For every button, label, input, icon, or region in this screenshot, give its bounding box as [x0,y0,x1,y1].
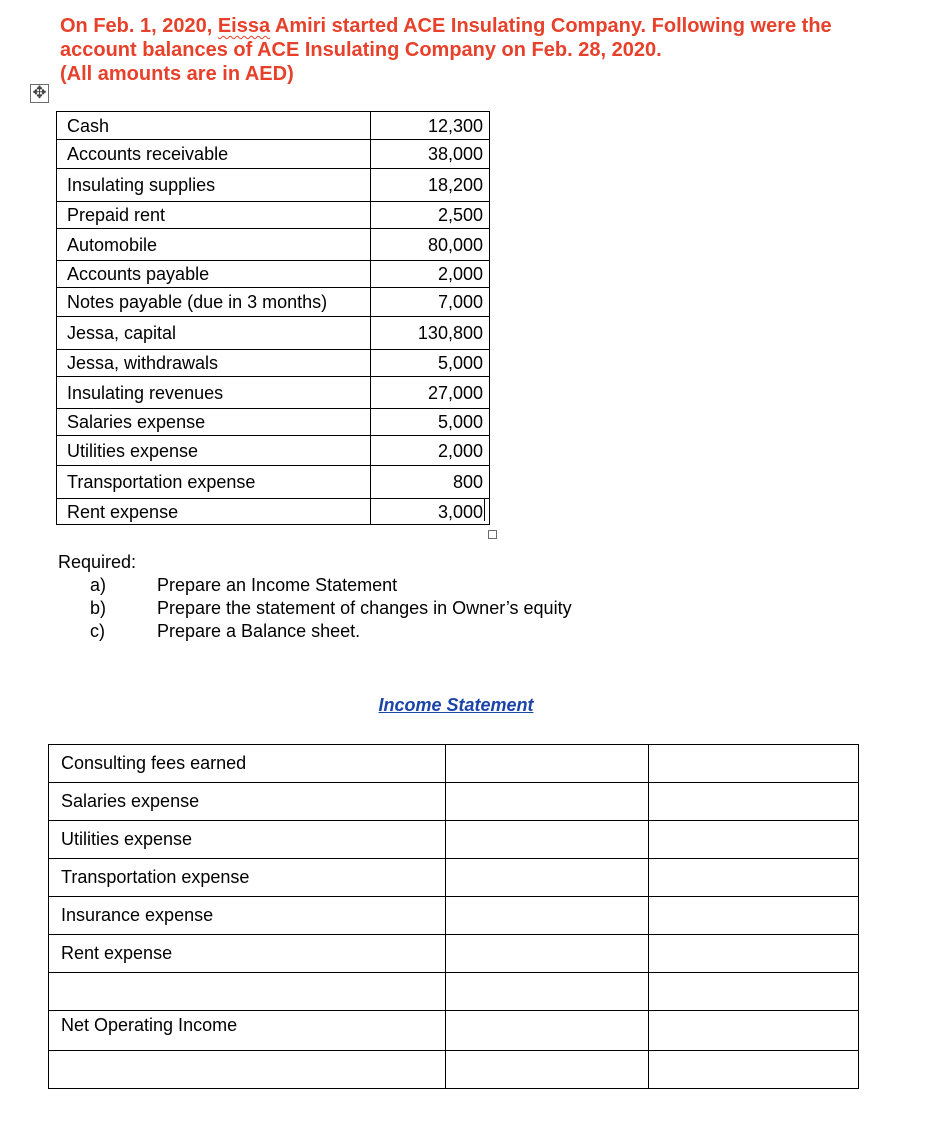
is-total-cell[interactable] [649,1011,859,1051]
is-total-cell[interactable] [649,897,859,935]
amount-cell: 5,000 [371,409,490,436]
required-item-text: Prepare a Balance sheet. [157,621,361,641]
required-item-key: a) [90,575,107,595]
required-heading: Required: [58,552,137,572]
table-row [57,436,490,466]
account-cell: Insulating revenues [57,377,371,409]
table-row [57,499,490,525]
income-statement-table [48,744,859,1089]
account-cell: Accounts receivable [57,140,371,169]
table-row [57,261,490,288]
amount-cell: 80,000 [371,229,490,261]
account-cell: Insulating supplies [57,169,371,202]
owner-name: Eissa [217,15,271,37]
table-row [49,859,859,897]
table-row [57,169,490,202]
amount-cell: 7,000 [371,288,490,317]
amount-cell: 2,000 [371,261,490,288]
is-label-cell: Salaries expense [49,783,446,821]
table-row [57,317,490,350]
required-item-text: Prepare the statement of changes in Owner’s equity [157,598,572,618]
account-cell: Prepaid rent [57,202,371,229]
account-cell: Automobile [57,229,371,261]
amount-cell: 12,300 [371,112,490,140]
text-cursor [484,499,485,521]
table-row [49,745,859,783]
amount-cell: 5,000 [371,350,490,377]
account-balances-table [56,111,490,525]
required-item-text: Prepare an Income Statement [157,575,398,595]
header-line-2: account balances of ACE Insulating Company on Feb. 28, 2020. [60,39,662,61]
is-label-cell [49,1051,446,1089]
required-item-key: b) [90,598,107,618]
amount-cell: 2,000 [371,436,490,466]
header-line-3: (All amounts are in AED) [60,63,294,85]
amount-cell: 130,800 [371,317,490,350]
amount-cell: 18,200 [371,169,490,202]
is-label-cell: Rent expense [49,935,446,973]
table-row [57,409,490,436]
is-total-cell[interactable] [649,745,859,783]
is-total-cell[interactable] [649,973,859,1011]
is-label-cell: Utilities expense [49,821,446,859]
amount-cell: 2,500 [371,202,490,229]
table-resize-handle[interactable] [488,530,497,539]
is-label-cell: Consulting fees earned [49,745,446,783]
is-amount-cell[interactable] [446,935,649,973]
is-total-cell[interactable] [649,859,859,897]
required-item-key: c) [90,621,105,641]
amount-cell: 800 [371,466,490,499]
income-statement-title: Income Statement [378,695,534,715]
required-item [90,574,397,596]
table-row [57,229,490,261]
table-row [57,377,490,409]
is-amount-cell[interactable] [446,821,649,859]
is-total-cell[interactable] [649,783,859,821]
account-cell: Cash [57,112,371,140]
table-row [57,112,490,140]
is-label-cell [49,973,446,1011]
table-row [57,202,490,229]
is-total-cell[interactable] [649,1051,859,1089]
table-row [49,821,859,859]
required-item [90,597,572,619]
account-cell: Notes payable (due in 3 months) [57,288,371,317]
table-row [49,1011,859,1051]
is-amount-cell[interactable] [446,973,649,1011]
table-row [57,140,490,169]
account-cell: Accounts payable [57,261,371,288]
table-row [57,350,490,377]
amount-cell: 38,000 [371,140,490,169]
is-amount-cell[interactable] [446,859,649,897]
table-row [57,466,490,499]
is-amount-cell[interactable] [446,1051,649,1089]
problem-header [60,14,946,86]
table-row [49,897,859,935]
account-cell: Rent expense [57,499,371,525]
is-total-cell[interactable] [649,821,859,859]
is-amount-cell[interactable] [446,1011,649,1051]
account-cell: Utilities expense [57,436,371,466]
table-row [49,935,859,973]
account-cell: Transportation expense [57,466,371,499]
is-amount-cell[interactable] [446,783,649,821]
amount-cell: 3,000 [371,499,490,525]
is-amount-cell[interactable] [446,745,649,783]
required-item [90,620,360,642]
account-cell: Jessa, withdrawals [57,350,371,377]
header-line-1: On Feb. 1, 2020, Eissa Amiri started ACE Insulating Company. Following were the [60,15,832,37]
is-label-cell: Net Operating Income [49,1011,446,1051]
account-cell: Salaries expense [57,409,371,436]
table-row [57,288,490,317]
table-move-handle-icon[interactable]: ✥ [30,84,49,103]
is-label-cell: Transportation expense [49,859,446,897]
table-row [49,1051,859,1089]
table-row [49,783,859,821]
is-amount-cell[interactable] [446,897,649,935]
is-label-cell: Insurance expense [49,897,446,935]
is-total-cell[interactable] [649,935,859,973]
account-cell: Jessa, capital [57,317,371,350]
amount-cell: 27,000 [371,377,490,409]
table-row [49,973,859,1011]
